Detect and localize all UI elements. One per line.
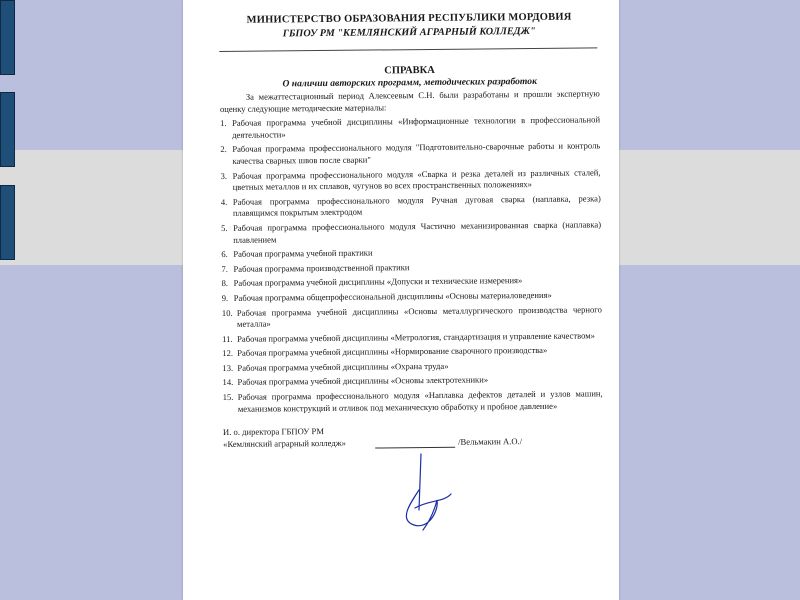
list-item: 13. Рабочая программа учебной дисциплины «Охрана труда»	[222, 360, 449, 373]
header-divider	[219, 47, 597, 52]
list-item: 2. Рабочая программа профессионального модуля "Подготовительно-сварочные работы и контроль качества сварных швов после сварки"	[220, 140, 601, 166]
list-item: 15. Рабочая программа профессионального модуля «Наплавка дефектов деталей и узлов машин, механизмов конструкций и отливок под механическую обработку и пробное давление»	[222, 388, 603, 414]
left-accent-bar-2	[0, 92, 15, 167]
list-item: 10. Рабочая программа учебной дисциплины «Основы металлургического производства черного металла»	[221, 303, 602, 329]
list-item: 6. Рабочая программа учебной практики	[221, 247, 373, 260]
signature-line	[375, 447, 455, 449]
list-item: 7. Рабочая программа производственной практики	[221, 261, 410, 274]
handwritten-signature	[389, 450, 459, 540]
list-item: 1. Рабочая программа учебной дисциплины «Информационные технологии в профессиональной деятельности»	[220, 114, 601, 140]
list-item: 12. Рабочая программа учебной дисциплины «Нормирование сварочного производства»	[222, 345, 548, 359]
materials-list	[220, 115, 603, 416]
document-body	[219, 10, 603, 463]
college-header: ГБПОУ РМ "КЕМЛЯНСКИЙ АГРАРНЫЙ КОЛЛЕДЖ"	[282, 25, 536, 40]
list-item: 9. Рабочая программа общепрофессиональной дисциплины «Основы материаловедения»	[221, 289, 552, 303]
scanned-document	[183, 0, 619, 600]
list-item: 4. Рабочая программа профессионального модуля Ручная дуговая сварка (наплавка, резка) плавящимся покрытым электродом	[220, 193, 601, 219]
signer-position: И. о. директора ГБПОУ РМ	[222, 426, 324, 438]
list-item: 8. Рабочая программа учебной дисциплины «Допуски и технические измерения»	[221, 275, 523, 289]
signer-organization: «Кемлянский аграрный колледж»	[223, 438, 346, 450]
list-item: 11. Рабочая программа учебной дисциплины «Метрология, стандартизация и управление качеством»	[222, 330, 596, 344]
document-subtitle: О наличии авторских программ, методических разработок	[282, 75, 537, 90]
ministry-header: МИНИСТЕРСТВО ОБРАЗОВАНИЯ РЕСПУБЛИКИ МОРДОВИЯ	[246, 11, 572, 26]
left-accent-bar-3	[0, 185, 15, 260]
document-title: СПРАВКА	[384, 64, 435, 77]
list-item: 5. Рабочая программа профессионального модуля Частично механизированная сварка (наплавка) плавлением	[221, 219, 602, 245]
list-item: 3. Рабочая программа профессионального модуля «Сварка и резка деталей из различных сталей, цветных металлов и их сплавов, чугунов во всех пространственных положениях»	[220, 166, 601, 193]
list-item: 14. Рабочая программа учебной дисциплины «Основы электротехники»	[222, 374, 489, 388]
signer-name: /Вельмакин А.О./	[458, 436, 523, 447]
intro-paragraph: За межаттестационный период Алексеевым С.Н. были разработаны и прошли экспертную оценку следующие методические материалы:	[219, 88, 600, 114]
left-accent-bar-1	[0, 0, 15, 75]
